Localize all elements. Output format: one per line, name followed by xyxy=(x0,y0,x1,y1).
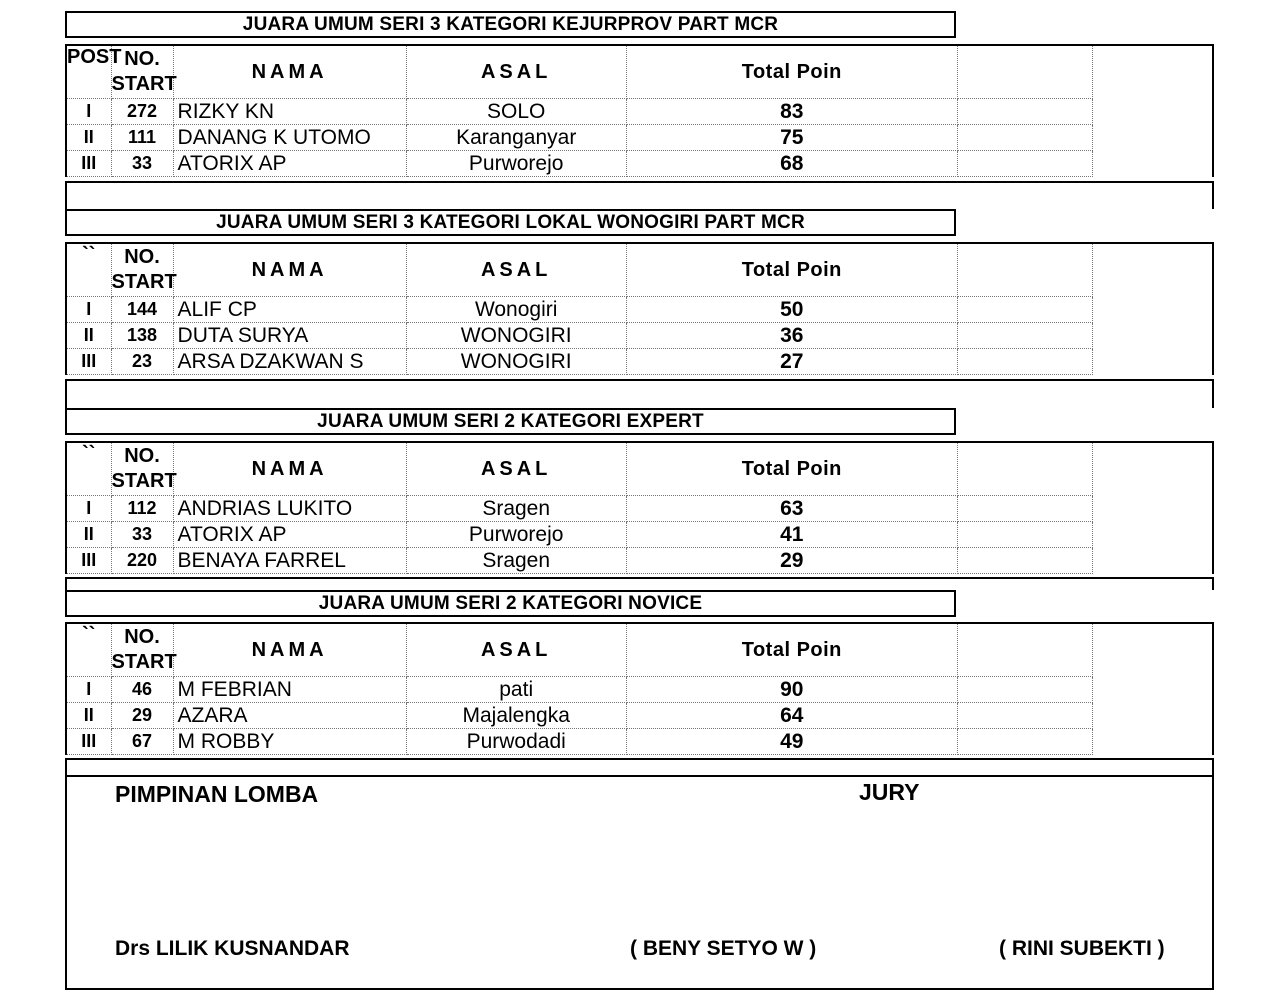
table-row xyxy=(67,349,1093,375)
empty-cell xyxy=(957,522,1092,548)
name-cell: M ROBBY xyxy=(173,729,406,755)
name-cell: AZARA xyxy=(173,703,406,729)
start-number-cell: 23 xyxy=(111,349,173,375)
asal-header: ASAL xyxy=(406,443,626,496)
section-1-spacer xyxy=(65,181,1214,209)
points-cell: 68 xyxy=(626,151,957,177)
jury-name-1: ( BENY SETYO W ) xyxy=(630,937,817,960)
start-number-cell: 33 xyxy=(111,522,173,548)
rank-cell: III xyxy=(67,548,111,574)
origin-cell: WONOGIRI xyxy=(406,323,626,349)
empty-cell xyxy=(957,443,1092,496)
start-number-cell: 29 xyxy=(111,703,173,729)
origin-cell: Sragen xyxy=(406,496,626,522)
origin-cell: Sragen xyxy=(406,548,626,574)
points-cell: 83 xyxy=(626,99,957,125)
nama-header: NAMA xyxy=(173,46,406,99)
points-cell: 41 xyxy=(626,522,957,548)
start-number-cell: 33 xyxy=(111,151,173,177)
rank-cell: I xyxy=(67,99,111,125)
total-poin-header: Total Poin xyxy=(626,244,957,297)
race-director-title: PIMPINAN LOMBA xyxy=(115,781,319,807)
pos-header: `` xyxy=(67,624,111,677)
table-row xyxy=(67,323,1093,349)
name-cell: DANANG K UTOMO xyxy=(173,125,406,151)
start-number-cell: 138 xyxy=(111,323,173,349)
name-cell: RIZKY KN xyxy=(173,99,406,125)
points-cell: 64 xyxy=(626,703,957,729)
nama-header: NAMA xyxy=(173,624,406,677)
rank-cell: II xyxy=(67,125,111,151)
table-row xyxy=(67,703,1093,729)
origin-cell: SOLO xyxy=(406,99,626,125)
points-cell: 36 xyxy=(626,323,957,349)
points-cell: 27 xyxy=(626,349,957,375)
section-3-table xyxy=(65,441,1214,574)
rank-cell: III xyxy=(67,151,111,177)
name-cell: BENAYA FARREL xyxy=(173,548,406,574)
rank-cell: I xyxy=(67,496,111,522)
table-row xyxy=(67,729,1093,755)
origin-cell: WONOGIRI xyxy=(406,349,626,375)
table-row xyxy=(67,496,1093,522)
no-start-header: NO. START xyxy=(111,624,173,677)
origin-cell: Purwodadi xyxy=(406,729,626,755)
asal-header: ASAL xyxy=(406,244,626,297)
nama-header: NAMA xyxy=(173,443,406,496)
table-row xyxy=(67,548,1093,574)
section-1-table xyxy=(65,44,1214,177)
section-3-title: JUARA UMUM SERI 2 KATEGORI EXPERT xyxy=(65,408,956,435)
total-poin-header: Total Poin xyxy=(626,443,957,496)
header-row xyxy=(67,624,1093,677)
asal-header: ASAL xyxy=(406,46,626,99)
jury-title: JURY xyxy=(859,779,920,805)
origin-cell: Purworejo xyxy=(406,151,626,177)
empty-cell xyxy=(957,297,1092,323)
asal-header: ASAL xyxy=(406,624,626,677)
table-row xyxy=(67,125,1093,151)
start-number-cell: 46 xyxy=(111,677,173,703)
signature-block xyxy=(65,775,1214,990)
race-director-name: Drs LILIK KUSNANDAR xyxy=(115,937,350,960)
rank-cell: I xyxy=(67,297,111,323)
start-number-cell: 220 xyxy=(111,548,173,574)
rank-cell: II xyxy=(67,323,111,349)
name-cell: ANDRIAS LUKITO xyxy=(173,496,406,522)
rank-cell: I xyxy=(67,677,111,703)
origin-cell: Wonogiri xyxy=(406,297,626,323)
empty-cell xyxy=(957,496,1092,522)
section-4-table xyxy=(65,622,1214,755)
points-cell: 49 xyxy=(626,729,957,755)
section-1-title: JUARA UMUM SERI 3 KATEGORI KEJURPROV PART MCR xyxy=(65,11,956,38)
origin-cell: Karanganyar xyxy=(406,125,626,151)
start-number-cell: 272 xyxy=(111,99,173,125)
rank-cell: II xyxy=(67,703,111,729)
empty-cell xyxy=(957,677,1092,703)
start-number-cell: 111 xyxy=(111,125,173,151)
rank-cell: III xyxy=(67,729,111,755)
section-3-spacer xyxy=(65,577,1214,590)
section-2-title: JUARA UMUM SERI 3 KATEGORI LOKAL WONOGIRI PART MCR xyxy=(65,209,956,236)
table-row xyxy=(67,297,1093,323)
name-cell: ARSA DZAKWAN S xyxy=(173,349,406,375)
start-number-cell: 144 xyxy=(111,297,173,323)
section-4-spacer xyxy=(65,758,1214,775)
rank-cell: II xyxy=(67,522,111,548)
no-start-header: NO. START xyxy=(111,244,173,297)
empty-cell xyxy=(957,349,1092,375)
points-cell: 90 xyxy=(626,677,957,703)
header-row xyxy=(67,244,1093,297)
start-number-cell: 112 xyxy=(111,496,173,522)
points-cell: 29 xyxy=(626,548,957,574)
section-2-table xyxy=(65,242,1214,375)
points-cell: 63 xyxy=(626,496,957,522)
name-cell: ATORIX AP xyxy=(173,151,406,177)
empty-cell xyxy=(957,244,1092,297)
start-number-cell: 67 xyxy=(111,729,173,755)
empty-cell xyxy=(957,151,1092,177)
pos-header: POST xyxy=(67,46,111,99)
no-start-header: NO. START xyxy=(111,46,173,99)
table-row xyxy=(67,151,1093,177)
points-cell: 75 xyxy=(626,125,957,151)
section-4-title: JUARA UMUM SERI 2 KATEGORI NOVICE xyxy=(65,590,956,617)
origin-cell: Purworejo xyxy=(406,522,626,548)
empty-cell xyxy=(957,729,1092,755)
points-cell: 50 xyxy=(626,297,957,323)
empty-cell xyxy=(957,624,1092,677)
empty-cell xyxy=(957,703,1092,729)
name-cell: ATORIX AP xyxy=(173,522,406,548)
empty-cell xyxy=(957,125,1092,151)
name-cell: ALIF CP xyxy=(173,297,406,323)
name-cell: M FEBRIAN xyxy=(173,677,406,703)
name-cell: DUTA SURYA xyxy=(173,323,406,349)
rank-cell: III xyxy=(67,349,111,375)
empty-cell xyxy=(957,323,1092,349)
origin-cell: Majalengka xyxy=(406,703,626,729)
empty-cell xyxy=(957,46,1092,99)
table-row xyxy=(67,677,1093,703)
pos-header: `` xyxy=(67,443,111,496)
total-poin-header: Total Poin xyxy=(626,624,957,677)
empty-cell xyxy=(957,548,1092,574)
empty-cell xyxy=(957,99,1092,125)
header-row xyxy=(67,443,1093,496)
total-poin-header: Total Poin xyxy=(626,46,957,99)
section-2-spacer xyxy=(65,379,1214,408)
origin-cell: pati xyxy=(406,677,626,703)
no-start-header: NO. START xyxy=(111,443,173,496)
table-row xyxy=(67,99,1093,125)
header-row xyxy=(67,46,1093,99)
jury-name-2: ( RINI SUBEKTI ) xyxy=(999,937,1165,960)
pos-header: `` xyxy=(67,244,111,297)
table-row xyxy=(67,522,1093,548)
nama-header: NAMA xyxy=(173,244,406,297)
